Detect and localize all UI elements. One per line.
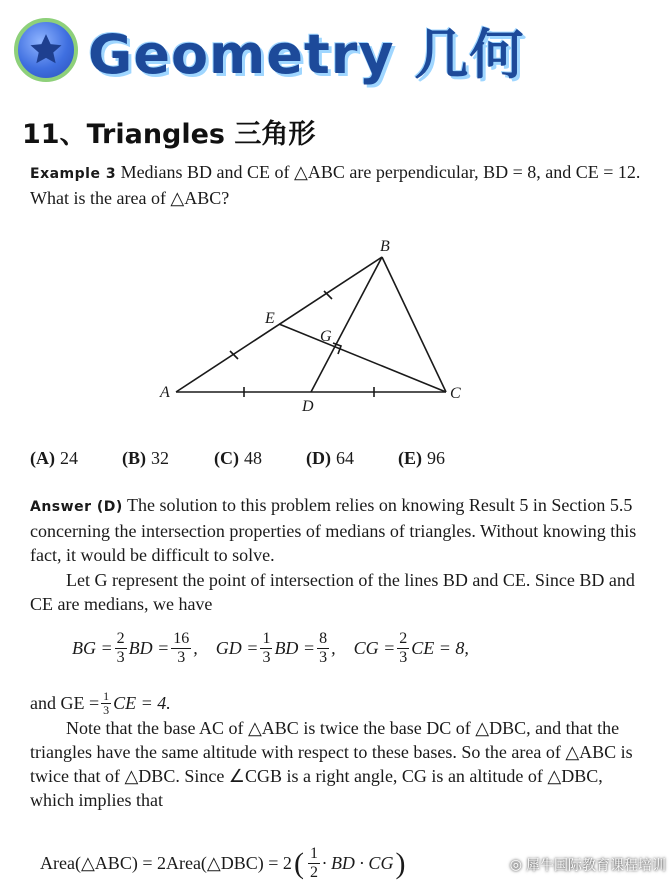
label-a: A bbox=[160, 384, 170, 401]
label-b: B bbox=[380, 238, 390, 255]
answer-paragraph-4: Note that the base AC of △ABC is twice the base DC of △DBC, and that the triangles have the same altitude with respect to these bases. So the area of △ABC is twice that of △DBC. Since ∠CGB is a right angle, CG is an altitude of △DBC, which implies that bbox=[30, 718, 633, 810]
example-label: Example 3 bbox=[30, 166, 117, 182]
header bbox=[14, 14, 524, 86]
median-bd bbox=[311, 257, 382, 392]
label-c: C bbox=[450, 385, 461, 402]
triangle-diagram bbox=[150, 235, 480, 415]
answer-label: Answer (D) bbox=[30, 499, 123, 515]
answer-paragraph-2: Let G represent the point of intersection of the lines BD and CE. Since BD and CE are medians, we have bbox=[30, 570, 635, 614]
star-icon bbox=[14, 18, 78, 82]
wechat-icon: ◎ bbox=[509, 857, 522, 873]
watermark: ◎ 犀牛国际教育课程培训 bbox=[509, 857, 666, 874]
label-g: G bbox=[320, 328, 332, 345]
equation-ge: and GE = $\frac{1}{3}$ CE = 4. bbox=[30, 689, 171, 717]
choice-b: (B) 32 bbox=[122, 448, 169, 468]
answer-paragraph-1: Answer (D) The solution to this problem relies on knowing Result 5 in Section 5.5 concerning the intersection properties of medians of triangles. Without knowing this fact, it would be difficult to solve. bbox=[30, 495, 637, 565]
answer-choices bbox=[30, 448, 490, 469]
label-d: D bbox=[302, 398, 314, 415]
equation-area: Area(△ABC) = 2Area(△DBC) = 2 ( $\frac{1}{2}$ · BD · CG ) bbox=[40, 845, 406, 881]
choice-a: (A) 24 bbox=[30, 448, 78, 468]
choice-c: (C) 48 bbox=[214, 448, 262, 468]
choice-d: (D) 64 bbox=[306, 448, 354, 468]
section-title: 11、Triangles 三角形 bbox=[22, 119, 316, 150]
choice-e: (E) 96 bbox=[398, 448, 445, 468]
label-e: E bbox=[265, 310, 275, 327]
example-block bbox=[30, 160, 650, 210]
brand-title: Geometry 几何 bbox=[88, 22, 525, 86]
side-bc bbox=[382, 257, 446, 392]
median-ce bbox=[279, 324, 446, 392]
example-text: Medians BD and CE of △ABC are perpendicular, BD = 8, and CE = 12. What is the area of △ABC? bbox=[30, 162, 641, 208]
equation-medians: BG = $\frac{2}{3}$ BD = $\frac{16}{3}$ , GD = $\frac{1}{3}$ BD = $\frac{8}{3}$ , CG = $\frac{2}{3}$ CE = 8, bbox=[72, 630, 469, 666]
